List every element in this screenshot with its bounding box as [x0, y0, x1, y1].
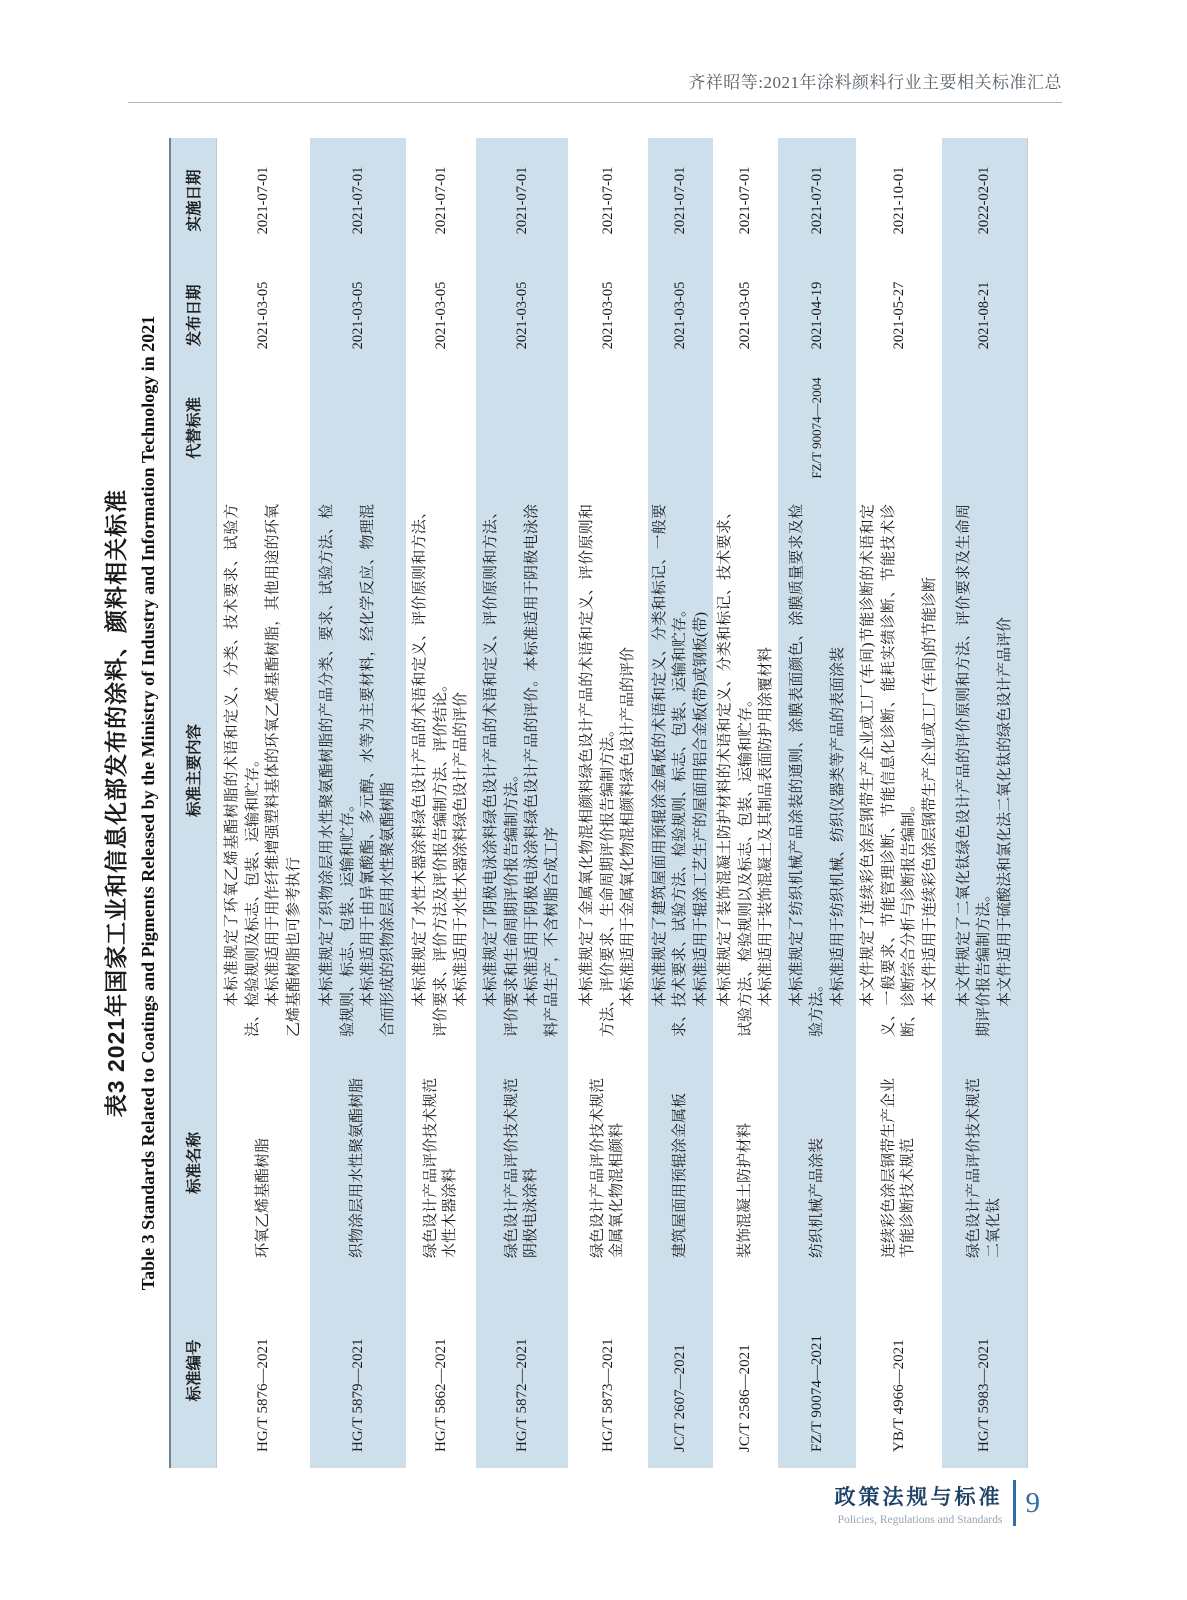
cell-impl-date: 2022-02-01	[976, 166, 993, 235]
cell-impl-date: 2021-07-01	[513, 166, 530, 235]
table-title-zh: 表3 2021年国家工业和信息化部发布的涂料、颜料相关标准	[103, 488, 129, 1118]
table-row	[942, 138, 1028, 1468]
content-paragraph-2: 本标准适用于装饰混凝土及其制品表面防护用涂覆材料	[757, 646, 774, 1007]
cell-standard-name: 绿色设计产品评价技术规范 金属氧化物混相颜料	[589, 1077, 625, 1258]
table-row	[778, 138, 856, 1468]
cell-impl-date: 2021-07-01	[737, 166, 754, 235]
content-paragraph-2: 本标准适用于阴极电泳涂料绿色设计产品的评价。本标准适用于阴极电泳涂料产品生产，不含树脂合成工序	[524, 504, 561, 1037]
table-title-en: Table 3 Standards Related to Coatings and Pigments Released by the Ministry of Industry and Information Technology in 2021	[138, 315, 158, 1291]
cell-standard-code: HG/T 5872—2021	[513, 1338, 530, 1452]
cell-replaced-standard: FZ/T 90074—2004	[809, 377, 825, 479]
cell-replaced-standard	[942, 368, 1028, 488]
cell-impl-date: 2021-07-01	[672, 166, 689, 235]
content-paragraph-1: 本标准规定了阴极电泳涂料绿色设计产品的术语和定义、评价原则和方法、评价要求和生命周期评价报告编制方法。	[483, 504, 520, 1037]
content-paragraph-2: 本标准适用于金属氧化物混相颜料绿色设计产品的评价	[620, 646, 637, 1007]
footer-section-title-en: Policies, Regulations and Standards	[837, 1513, 1003, 1526]
cell-standard-content	[310, 488, 406, 1053]
cell-impl-date: 2021-07-01	[432, 166, 449, 235]
cell-standard-code: JC/T 2607—2021	[672, 1344, 689, 1452]
col-header-replaces: 代替标准	[170, 368, 216, 488]
cell-impl-date: 2021-10-01	[890, 166, 907, 235]
cell-issue-date: 2021-03-05	[254, 281, 271, 350]
col-header-content: 标准主要内容	[170, 488, 216, 1053]
content-paragraph-2: 本标准适用于水性木器涂料绿色设计产品的评价	[453, 691, 470, 1007]
footer-section-titles	[835, 1481, 1003, 1526]
cell-standard-content	[713, 488, 778, 1053]
rotated-table-block	[98, 138, 1018, 1468]
standards-table	[169, 138, 1028, 1468]
cell-issue-date: 2021-03-05	[349, 281, 366, 350]
table-row	[406, 138, 476, 1468]
cell-standard-code: HG/T 5873—2021	[599, 1338, 616, 1452]
cell-standard-name: 绿色设计产品评价技术规范 二氧化钛	[966, 1077, 1002, 1258]
cell-standard-code: HG/T 5862—2021	[432, 1338, 449, 1452]
cell-standard-code: HG/T 5879—2021	[349, 1338, 366, 1452]
cell-standard-name: 连续彩色涂层钢带生产企业节能诊断技术规范	[880, 1077, 917, 1258]
cell-issue-date: 2021-03-05	[432, 281, 449, 350]
cell-standard-content	[856, 488, 942, 1053]
cell-issue-date: 2021-03-05	[513, 281, 530, 350]
cell-standard-code: FZ/T 90074—2021	[808, 1335, 825, 1452]
cell-issue-date: 2021-03-05	[672, 281, 689, 350]
cell-standard-name: 环氧乙烯基酯树脂	[254, 1137, 271, 1258]
cell-issue-date: 2021-05-27	[890, 281, 907, 350]
cell-standard-code: YB/T 4966—2021	[890, 1339, 907, 1452]
cell-standard-content	[568, 488, 648, 1053]
table-row	[648, 138, 713, 1468]
table-row	[856, 138, 942, 1468]
content-paragraph-2: 本标准适用于由异氰酸酯、多元醇、水等为主要材料，经化学反应、物理混合而形成的织物涂层用水性聚氨酯树脂	[360, 504, 397, 1037]
table-header-row	[170, 138, 216, 1468]
col-header-impl-date: 实施日期	[170, 138, 216, 263]
table-row	[568, 138, 648, 1468]
cell-replaced-standard	[856, 368, 942, 488]
cell-standard-content	[778, 488, 856, 1053]
page-footer	[835, 1480, 1041, 1526]
cell-issue-date: 2021-04-19	[808, 281, 825, 350]
content-paragraph-1: 本标准规定了织物涂层用水性聚氨酯树脂的产品分类、要求、试验方法、检验规则、标志、包装、运输和贮存。	[319, 504, 356, 1037]
content-paragraph-1: 本标准规定了水性木器涂料绿色设计产品的术语和定义、评价原则和方法、评价要求、评价方法及评价报告编制方法、评价结论。	[412, 504, 449, 1037]
content-paragraph-1: 本标准规定了纺织机械产品涂装的通则、涂膜表面颜色、涂膜质量要求及检验方法。	[788, 504, 826, 1037]
content-paragraph-1: 本标准规定了环氧乙烯基酯树脂的术语和定义、分类、技术要求、试验方法、检验规则及标志、包装、运输和贮存。	[224, 504, 261, 1037]
cell-standard-code: JC/T 2586—2021	[737, 1344, 754, 1452]
cell-impl-date: 2021-07-01	[599, 166, 616, 235]
cell-standard-content	[476, 488, 568, 1053]
cell-standard-code: HG/T 5876—2021	[254, 1338, 271, 1452]
page-number: 9	[1025, 1486, 1040, 1519]
col-header-issue-date: 发布日期	[170, 263, 216, 368]
cell-standard-name: 绿色设计产品评价技术规范 阴极电泳涂料	[503, 1077, 539, 1258]
table-row	[713, 138, 778, 1468]
cell-replaced-standard	[476, 368, 568, 488]
cell-impl-date: 2021-07-01	[808, 166, 825, 235]
content-paragraph-2: 本文件适用于连续彩色涂层钢带生产企业或工厂(车间)的节能诊断	[921, 577, 938, 1007]
cell-replaced-standard	[648, 368, 713, 488]
cell-replaced-standard	[406, 368, 476, 488]
running-head-text: 齐祥昭等:2021年涂料颜料行业主要相关标准汇总	[688, 73, 1062, 92]
table-row	[476, 138, 568, 1468]
content-paragraph-2: 本标准适用于辊涂工艺生产的屋面用铝合金板(带)或钢板(带)	[692, 612, 709, 1007]
content-paragraph-2: 本文件适用于硫酸法和氯化法二氧化钛的绿色设计产品评价	[996, 616, 1013, 1007]
cell-issue-date: 2021-03-05	[737, 281, 754, 350]
content-paragraph-1: 本文件规定了二氧化钛绿色设计产品的评价原则和方法、评价要求及生命周期评价报告编制方法。	[956, 504, 993, 1037]
table-row	[216, 138, 310, 1468]
table-row	[310, 138, 406, 1468]
cell-replaced-standard	[568, 368, 648, 488]
cell-standard-name: 装饰混凝土防护材料	[737, 1122, 753, 1258]
cell-standard-content	[648, 488, 713, 1053]
content-paragraph-1: 本标准规定了建筑屋面用预辊涂金属板的术语和定义、分类和标记、一般要求、技术要求、试验方法、检验规则、标志、包装、运输和贮存。	[652, 504, 689, 1037]
page-header	[128, 68, 1062, 103]
content-paragraph-1: 本文件规定了连续彩色涂层钢带生产企业或工厂(车间)节能诊断的术语和定义、一般要求、节能管理诊断、节能信息化诊断、能耗实绩诊断、节能技术诊断、诊断综合分析与诊断报告编制。	[860, 504, 918, 1037]
content-paragraph-2: 本标准适用于纺织机械、纺织仪器类等产品的表面涂装	[829, 646, 846, 1007]
footer-section-title-zh: 政策法规与标准	[834, 1485, 1003, 1509]
cell-standard-content	[406, 488, 476, 1053]
cell-standard-content	[942, 488, 1028, 1053]
cell-standard-content	[216, 488, 310, 1053]
content-paragraph-1: 本标准规定了装饰混凝土防护材料的术语和定义、分类和标记、技术要求、试验方法、检验规则以及标志、包装、运输和贮存。	[717, 504, 754, 1037]
cell-standard-code: HG/T 5983—2021	[976, 1338, 993, 1452]
cell-standard-name: 绿色设计产品评价技术规范 水性木器涂料	[422, 1077, 458, 1258]
cell-replaced-standard	[216, 368, 310, 488]
cell-issue-date: 2021-03-05	[599, 281, 616, 350]
col-header-code: 标准编号	[170, 1273, 216, 1468]
col-header-name: 标准名称	[170, 1053, 216, 1273]
cell-impl-date: 2021-07-01	[349, 166, 366, 235]
cell-standard-name: 织物涂层用水性聚氨酯树脂	[349, 1077, 366, 1258]
cell-replaced-standard	[713, 368, 778, 488]
content-paragraph-1: 本标准规定了金属氧化物混相颜料绿色设计产品的术语和定义、评价原则和方法、评价要求、生命周期评价报告编制方法。	[579, 504, 616, 1037]
cell-impl-date: 2021-07-01	[254, 166, 271, 235]
cell-issue-date: 2021-08-21	[976, 281, 993, 350]
cell-standard-name: 建筑屋面用预辊涂金属板	[671, 1092, 688, 1258]
cell-replaced-standard	[310, 368, 406, 488]
content-paragraph-2: 本标准适用于用作纤维增强塑料基体的环氧乙烯基酯树脂，其他用途的环氧乙烯基酯树脂也可参考执行	[265, 504, 302, 1037]
cell-standard-name: 纺织机械产品涂装	[808, 1137, 825, 1258]
footer-divider	[1013, 1480, 1016, 1526]
